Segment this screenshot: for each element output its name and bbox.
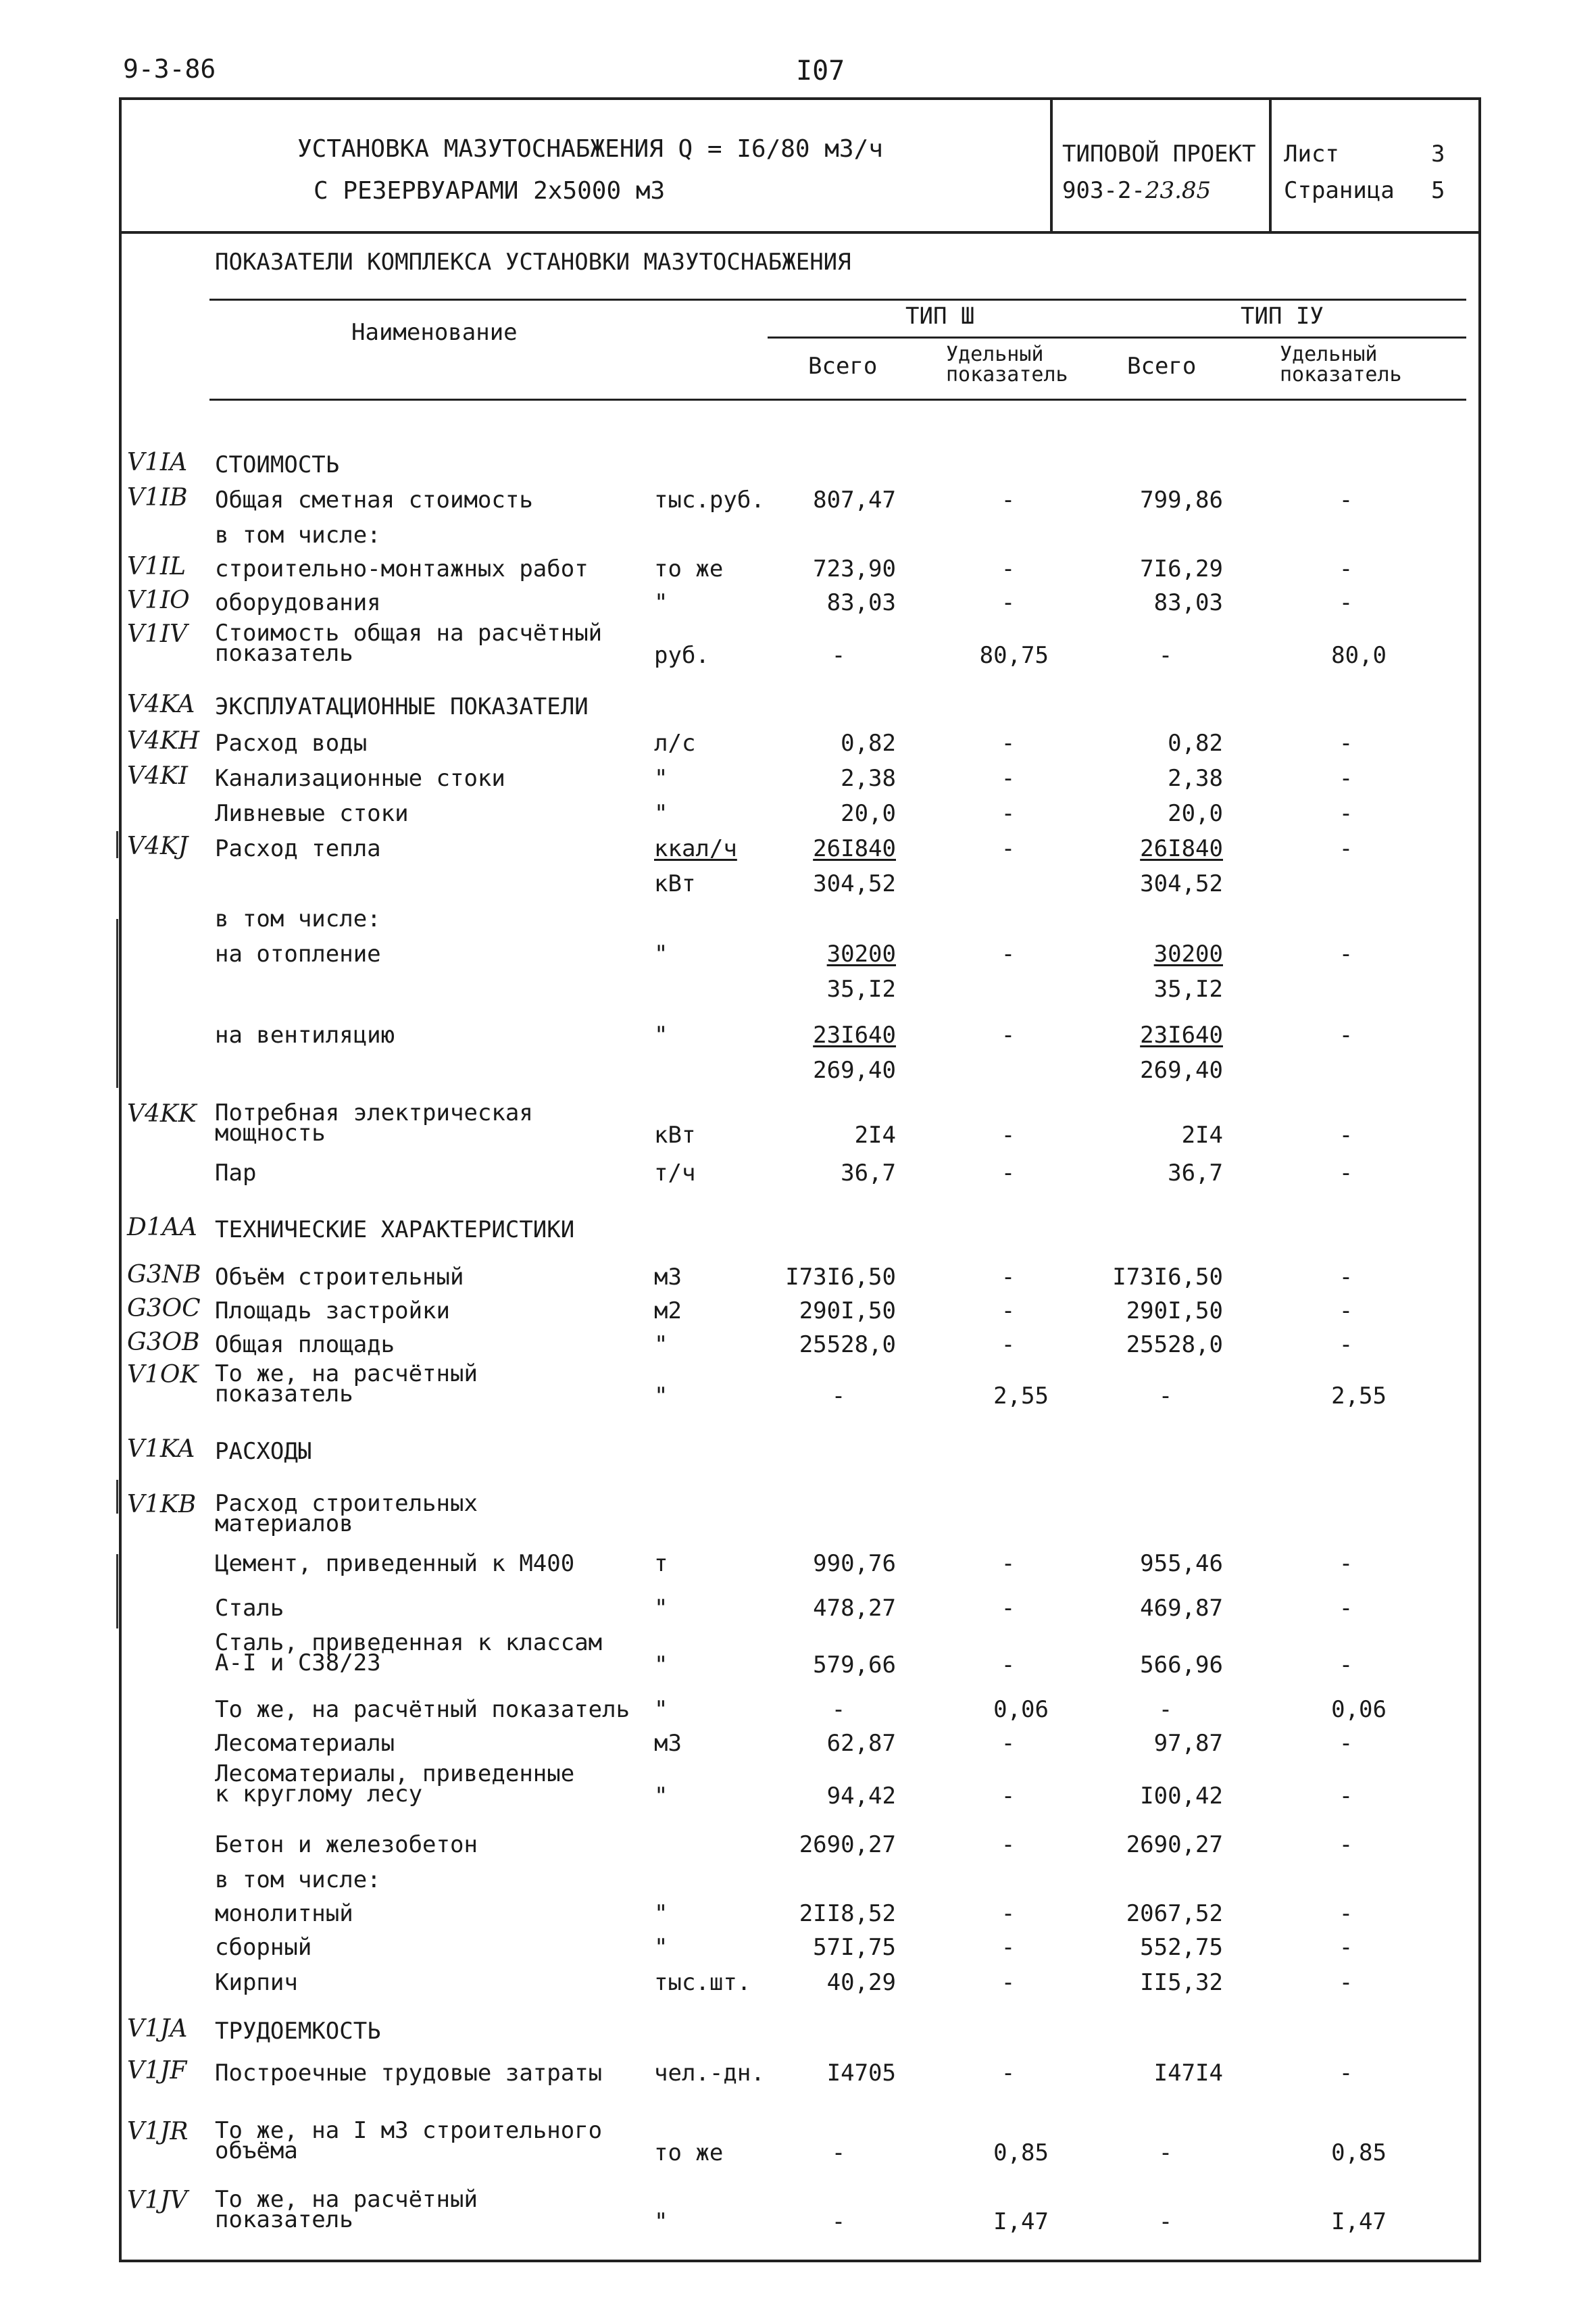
row-unit: " bbox=[654, 1900, 668, 1927]
row-value-t3: 26I840 bbox=[813, 835, 896, 862]
row-name-line: То же, на расчётный показатель bbox=[215, 1696, 630, 1723]
row-name-line: показатель bbox=[215, 1380, 353, 1408]
row-value-t4: - bbox=[1158, 2208, 1173, 2235]
row-value-t4: II5,32 bbox=[1140, 1969, 1223, 1996]
row-code: G3OC bbox=[127, 1295, 201, 1322]
row-value-t4: 799,86 bbox=[1140, 487, 1223, 514]
row-name bbox=[215, 693, 589, 720]
row-value-s4: - bbox=[1339, 1651, 1353, 1678]
row-value-s4: - bbox=[1339, 1022, 1353, 1049]
row-name bbox=[215, 1696, 630, 1723]
row-value-s3: - bbox=[1001, 1595, 1016, 1622]
row-value-t4: 0,82 bbox=[1168, 730, 1223, 757]
row-value-s4: - bbox=[1339, 1264, 1353, 1291]
row-value-t4: 955,46 bbox=[1140, 1550, 1223, 1577]
row-name-line: Объём строительный bbox=[215, 1264, 464, 1291]
row-name bbox=[215, 1297, 450, 1324]
row-value-t4: 2,38 bbox=[1168, 765, 1223, 792]
row-name-line: мощность bbox=[215, 1120, 326, 1147]
row-name bbox=[215, 1934, 311, 1961]
row-value-s3: - bbox=[1001, 1831, 1016, 1858]
row-value-t4: 36,7 bbox=[1168, 1160, 1223, 1187]
row-value-s4: - bbox=[1339, 1730, 1353, 1757]
row-name-line: РАСХОДЫ bbox=[215, 1438, 312, 1465]
type-header-rule bbox=[768, 337, 1466, 339]
row-value-t3: 723,90 bbox=[813, 555, 896, 582]
row-value-s4: - bbox=[1339, 1934, 1353, 1961]
row-value-t3: 478,27 bbox=[813, 1595, 896, 1622]
row-value-t3: 36,7 bbox=[841, 1160, 896, 1187]
row-value-t4: 23I640 bbox=[1140, 1022, 1223, 1049]
row-value-t3: I4705 bbox=[826, 2060, 896, 2087]
row-code: V1IO bbox=[127, 587, 190, 614]
row-value-t3: 269,40 bbox=[813, 1057, 896, 1084]
row-code: V4KA bbox=[127, 691, 195, 718]
margin-mark bbox=[116, 1554, 118, 1628]
row-value-s3: - bbox=[1001, 1934, 1016, 1961]
row-name-line: монолитный bbox=[215, 1900, 353, 1927]
row-unit: кВт bbox=[654, 870, 696, 897]
row-value-s3: - bbox=[1001, 1730, 1016, 1757]
row-code: V1IL bbox=[127, 553, 186, 580]
row-name-line: То же, на I м3 строительного bbox=[215, 2117, 603, 2144]
row-name bbox=[215, 1360, 478, 1408]
row-name-line: на отопление bbox=[215, 941, 381, 968]
row-value-t4: 97,87 bbox=[1153, 1730, 1223, 1757]
row-value-t3: 57I,75 bbox=[813, 1934, 896, 1961]
row-unit: " bbox=[654, 1934, 668, 1961]
row-value-t3: 990,76 bbox=[813, 1550, 896, 1577]
row-name-line: Лесоматериалы, приведенные bbox=[215, 1760, 575, 1787]
row-name bbox=[215, 2186, 478, 2233]
margin-mark bbox=[116, 831, 118, 858]
row-value-s4: - bbox=[1339, 1550, 1353, 1577]
row-value-s4: - bbox=[1339, 1160, 1353, 1187]
title-block-divider-2 bbox=[1269, 97, 1272, 232]
row-value-t4: 304,52 bbox=[1140, 870, 1223, 897]
row-name-line: Цемент, приведенный к М400 bbox=[215, 1550, 575, 1577]
row-code: V1IA bbox=[127, 449, 188, 476]
row-value-s3: - bbox=[1001, 1550, 1016, 1577]
row-value-s3: - bbox=[1001, 835, 1016, 862]
row-value-s3: - bbox=[1001, 730, 1016, 757]
row-value-t4: 20,0 bbox=[1168, 800, 1223, 827]
row-value-t4: 83,03 bbox=[1153, 589, 1223, 616]
row-value-t3: - bbox=[831, 1383, 846, 1410]
row-name bbox=[215, 1550, 574, 1577]
row-value-t4: 25528,0 bbox=[1126, 1331, 1223, 1358]
column-header-total-type3: Всего bbox=[808, 353, 878, 380]
row-unit: л/с bbox=[654, 730, 696, 757]
row-value-t3: 2II8,52 bbox=[799, 1900, 896, 1927]
row-unit: кВт bbox=[654, 1122, 696, 1149]
row-name-line: ТЕХНИЧЕСКИЕ ХАРАКТЕРИСТИКИ bbox=[215, 1216, 575, 1243]
row-name-line: Пар bbox=[215, 1160, 257, 1187]
row-name bbox=[215, 800, 409, 827]
row-name-line: показатель bbox=[215, 640, 353, 667]
row-value-t4: - bbox=[1158, 642, 1173, 669]
row-unit: ккал/ч bbox=[654, 835, 737, 862]
row-value-s3: 0,85 bbox=[993, 2139, 1049, 2166]
row-value-s3: - bbox=[1001, 1297, 1016, 1324]
row-unit: тыс.руб. bbox=[654, 487, 765, 514]
row-unit: то же bbox=[654, 2139, 724, 2166]
row-name-line: Общая сметная стоимость bbox=[215, 487, 533, 514]
row-name bbox=[215, 765, 505, 792]
row-name bbox=[215, 589, 381, 616]
row-value-s3: - bbox=[1001, 487, 1016, 514]
row-name-line: Расход воды bbox=[215, 730, 368, 757]
row-name-line: То же, на расчётный bbox=[215, 2186, 478, 2213]
row-value-s4: - bbox=[1339, 2060, 1353, 2087]
project-code: 903-2-23.85 bbox=[1062, 177, 1212, 204]
row-unit: т/ч bbox=[654, 1160, 696, 1187]
row-code: V1JA bbox=[127, 2015, 188, 2043]
row-value-t3: - bbox=[831, 2139, 846, 2166]
row-name bbox=[215, 1490, 478, 1537]
row-name bbox=[215, 1160, 256, 1187]
row-name bbox=[215, 1099, 533, 1147]
row-value-s3: 0,06 bbox=[993, 1696, 1049, 1723]
row-value-s3: - bbox=[1001, 765, 1016, 792]
row-value-t3: 35,I2 bbox=[826, 976, 896, 1003]
row-value-s4: - bbox=[1339, 765, 1353, 792]
row-value-s4: 80,0 bbox=[1331, 642, 1387, 669]
project-label: ТИПОВОЙ ПРОЕКТ bbox=[1062, 141, 1256, 168]
document-title-line2: С РЕЗЕРВУАРАМИ 2х5000 м3 bbox=[314, 177, 666, 205]
column-header-total-type4: Всего bbox=[1127, 353, 1197, 380]
row-name-line: объёма bbox=[215, 2137, 298, 2164]
row-name bbox=[215, 1264, 464, 1291]
document-code: 9-3-86 bbox=[123, 54, 216, 84]
row-name bbox=[215, 522, 381, 549]
row-value-s3: - bbox=[1001, 800, 1016, 827]
margin-mark bbox=[116, 1480, 118, 1514]
margin-mark bbox=[116, 919, 118, 1088]
row-name bbox=[215, 1216, 574, 1243]
row-name bbox=[215, 1629, 603, 1676]
row-value-t4: I00,42 bbox=[1140, 1783, 1223, 1810]
row-name bbox=[215, 1866, 381, 1893]
document-title-line1: УСТАНОВКА МАЗУТОСНАБЖЕНИЯ Q = I6/80 м3/ч bbox=[297, 135, 883, 163]
page-number: I07 bbox=[796, 55, 845, 86]
row-name bbox=[215, 555, 589, 582]
row-name-line: строительно-монтажных работ bbox=[215, 555, 589, 582]
row-value-s4: 0,85 bbox=[1331, 2139, 1387, 2166]
row-value-t3: 2,38 bbox=[841, 765, 896, 792]
row-value-s4: - bbox=[1339, 487, 1353, 514]
row-value-t4: - bbox=[1158, 2139, 1173, 2166]
row-name bbox=[215, 835, 381, 862]
row-unit: м2 bbox=[654, 1297, 682, 1324]
row-unit: руб. bbox=[654, 642, 709, 669]
row-unit: " bbox=[654, 941, 668, 968]
row-value-t4: 35,I2 bbox=[1153, 976, 1223, 1003]
row-value-s4: - bbox=[1339, 1831, 1353, 1858]
row-name bbox=[215, 620, 603, 667]
row-unit: м3 bbox=[654, 1264, 682, 1291]
row-name-line: к круглому лесу bbox=[215, 1781, 423, 1808]
row-value-s3: I,47 bbox=[993, 2208, 1049, 2235]
row-name-line: на вентиляцию bbox=[215, 1022, 395, 1049]
row-value-s4: 2,55 bbox=[1331, 1383, 1387, 1410]
header-divider bbox=[119, 231, 1481, 234]
row-value-t3: 304,52 bbox=[813, 870, 896, 897]
row-value-t3: 807,47 bbox=[813, 487, 896, 514]
row-value-s3: - bbox=[1001, 1022, 1016, 1049]
table-top-rule bbox=[209, 299, 1466, 301]
page-value: 5 bbox=[1431, 177, 1445, 204]
row-name-line: ТРУДОЕМКОСТЬ bbox=[215, 2018, 381, 2045]
row-name-line: Сталь, приведенная к классам bbox=[215, 1629, 603, 1656]
column-header-type4: ТИП IУ bbox=[1241, 303, 1324, 330]
row-value-t4: 269,40 bbox=[1140, 1057, 1223, 1084]
row-unit: " bbox=[654, 2208, 668, 2235]
row-value-s4: - bbox=[1339, 589, 1353, 616]
row-value-t3: 579,66 bbox=[813, 1651, 896, 1678]
row-value-s4: - bbox=[1339, 555, 1353, 582]
page-label: Страница bbox=[1284, 177, 1395, 204]
row-name bbox=[215, 1831, 478, 1858]
row-value-s3: - bbox=[1001, 1900, 1016, 1927]
row-name-line: Бетон и железобетон bbox=[215, 1831, 478, 1858]
row-value-t3: - bbox=[831, 642, 846, 669]
row-value-t3: - bbox=[831, 2208, 846, 2235]
row-value-t3: I73I6,50 bbox=[785, 1264, 896, 1291]
row-code: G3NB bbox=[127, 1261, 201, 1289]
row-value-s4: 0,06 bbox=[1331, 1696, 1387, 1723]
section-title: ПОКАЗАТЕЛИ КОМПЛЕКСА УСТАНОВКИ МАЗУТОСНАБЖЕНИЯ bbox=[215, 249, 851, 276]
row-code: V4KJ bbox=[127, 832, 189, 860]
row-name-line: в том числе: bbox=[215, 522, 381, 549]
row-name-line: То же, на расчётный bbox=[215, 1360, 478, 1387]
row-value-s4: - bbox=[1339, 1969, 1353, 1996]
row-name-line: материалов bbox=[215, 1510, 353, 1537]
row-value-t3: 290I,50 bbox=[799, 1297, 896, 1324]
row-name bbox=[215, 1760, 575, 1808]
row-name bbox=[215, 2060, 602, 2087]
row-value-t3: 62,87 bbox=[826, 1730, 896, 1757]
row-value-t4: 290I,50 bbox=[1126, 1297, 1223, 1324]
row-value-t3: 20,0 bbox=[841, 800, 896, 827]
row-unit: " bbox=[654, 1696, 668, 1723]
row-value-s3: - bbox=[1001, 1783, 1016, 1810]
row-unit: тыс.шт. bbox=[654, 1969, 751, 1996]
column-header-specific-type3: Удельный показатель bbox=[946, 343, 1068, 387]
row-name bbox=[215, 1969, 298, 1996]
row-value-t4: I73I6,50 bbox=[1112, 1264, 1223, 1291]
row-name bbox=[215, 905, 381, 932]
column-header-specific-type4: Удельный показатель bbox=[1280, 343, 1402, 387]
row-value-s3: 80,75 bbox=[979, 642, 1049, 669]
row-name-line: Расход тепла bbox=[215, 835, 381, 862]
row-value-s4: - bbox=[1339, 1297, 1353, 1324]
row-value-t3: 40,29 bbox=[826, 1969, 896, 1996]
row-value-t4: - bbox=[1158, 1696, 1173, 1723]
row-value-t3: 23I640 bbox=[813, 1022, 896, 1049]
row-value-t3: 30200 bbox=[826, 941, 896, 968]
row-value-s3: - bbox=[1001, 589, 1016, 616]
row-value-t3: 2690,27 bbox=[799, 1831, 896, 1858]
row-value-s4: - bbox=[1339, 835, 1353, 862]
sheet-value: 3 bbox=[1431, 141, 1445, 168]
row-unit: м3 bbox=[654, 1730, 682, 1757]
row-code: V1IV bbox=[127, 620, 188, 648]
row-name bbox=[215, 1595, 284, 1622]
column-header-type3: ТИП Ш bbox=[905, 303, 975, 330]
row-value-s4: - bbox=[1339, 1783, 1353, 1810]
row-code: V1JF bbox=[127, 2057, 187, 2085]
row-name-line: Площадь застройки bbox=[215, 1297, 450, 1324]
row-value-s4: - bbox=[1339, 1331, 1353, 1358]
row-value-t3: 0,82 bbox=[841, 730, 896, 757]
row-value-t3: - bbox=[831, 1696, 846, 1723]
row-value-s4: I,47 bbox=[1331, 2208, 1387, 2235]
row-name-line: Канализационные стоки bbox=[215, 765, 505, 792]
row-code: V4KI bbox=[127, 762, 189, 790]
row-value-s3: - bbox=[1001, 1122, 1016, 1149]
row-value-s3: - bbox=[1001, 1331, 1016, 1358]
row-name-line: Построечные трудовые затраты bbox=[215, 2060, 603, 2087]
row-unit: " bbox=[654, 1595, 668, 1622]
row-value-s4: - bbox=[1339, 1900, 1353, 1927]
row-name-line: Лесоматериалы bbox=[215, 1730, 395, 1757]
row-code: V4KK bbox=[127, 1100, 197, 1128]
row-name bbox=[215, 941, 381, 968]
row-unit: " bbox=[654, 1022, 668, 1049]
row-unit: то же bbox=[654, 555, 724, 582]
row-code: V1JV bbox=[127, 2187, 188, 2214]
row-name-line: Ливневые стоки bbox=[215, 800, 409, 827]
row-name-line: Кирпич bbox=[215, 1969, 298, 1996]
row-value-s4: - bbox=[1339, 941, 1353, 968]
row-value-t3: 2I4 bbox=[854, 1122, 896, 1149]
row-value-s4: - bbox=[1339, 1122, 1353, 1149]
sheet-label: Лист bbox=[1284, 141, 1339, 168]
row-name bbox=[215, 1022, 395, 1049]
row-value-s3: - bbox=[1001, 2060, 1016, 2087]
row-name bbox=[215, 451, 339, 478]
row-value-s3: - bbox=[1001, 1969, 1016, 1996]
row-value-s3: 2,55 bbox=[993, 1383, 1049, 1410]
row-name-line: оборудования bbox=[215, 589, 381, 616]
row-value-s3: - bbox=[1001, 555, 1016, 582]
row-code: D1AA bbox=[127, 1214, 197, 1241]
row-value-t4: 566,96 bbox=[1140, 1651, 1223, 1678]
row-code: V1OK bbox=[127, 1361, 199, 1389]
row-unit: " bbox=[654, 765, 668, 792]
row-name-line: сборный bbox=[215, 1934, 312, 1961]
row-name-line: СТОИМОСТЬ bbox=[215, 451, 340, 478]
row-name-line: Сталь bbox=[215, 1595, 284, 1622]
row-name-line: Расход строительных bbox=[215, 1490, 478, 1517]
row-value-t4: 7I6,29 bbox=[1140, 555, 1223, 582]
title-block-divider-1 bbox=[1050, 97, 1053, 232]
row-value-t4: 30200 bbox=[1153, 941, 1223, 968]
row-value-t4: 26I840 bbox=[1140, 835, 1223, 862]
row-name bbox=[215, 487, 533, 514]
row-value-t4: 469,87 bbox=[1140, 1595, 1223, 1622]
row-value-t4: 2067,52 bbox=[1126, 1900, 1223, 1927]
row-unit: " bbox=[654, 1383, 668, 1410]
row-name-line: Общая площадь bbox=[215, 1331, 395, 1358]
row-name-line: ЭКСПЛУАТАЦИОННЫЕ ПОКАЗАТЕЛИ bbox=[215, 693, 589, 720]
row-name-line: А-I и С38/23 bbox=[215, 1649, 381, 1676]
row-unit: " bbox=[654, 589, 668, 616]
column-header-bottom-rule bbox=[209, 399, 1466, 401]
row-name bbox=[215, 1900, 353, 1927]
row-name-line: Стоимость общая на расчётный bbox=[215, 620, 603, 647]
row-value-s3: - bbox=[1001, 1160, 1016, 1187]
row-name bbox=[215, 730, 367, 757]
row-unit: " bbox=[654, 1331, 668, 1358]
row-name-line: показатель bbox=[215, 2206, 353, 2233]
row-unit: " bbox=[654, 1651, 668, 1678]
row-unit: " bbox=[654, 800, 668, 827]
row-code: V1IB bbox=[127, 484, 188, 512]
row-name-line: в том числе: bbox=[215, 905, 381, 932]
row-value-s4: - bbox=[1339, 800, 1353, 827]
row-value-t4: 2690,27 bbox=[1126, 1831, 1223, 1858]
row-name-line: в том числе: bbox=[215, 1866, 381, 1893]
row-value-t3: 25528,0 bbox=[799, 1331, 896, 1358]
row-code: V1JR bbox=[127, 2118, 189, 2145]
row-name bbox=[215, 1331, 395, 1358]
row-code: G3OB bbox=[127, 1328, 200, 1356]
row-unit: т bbox=[654, 1550, 668, 1577]
row-name bbox=[215, 2117, 603, 2164]
row-name-line: Потребная электрическая bbox=[215, 1099, 533, 1126]
row-value-s3: - bbox=[1001, 1264, 1016, 1291]
row-name bbox=[215, 1730, 395, 1757]
row-value-t3: 83,03 bbox=[826, 589, 896, 616]
row-value-t4: 2I4 bbox=[1181, 1122, 1223, 1149]
row-value-s4: - bbox=[1339, 1595, 1353, 1622]
row-unit: чел.-дн. bbox=[654, 2060, 765, 2087]
row-value-s3: - bbox=[1001, 941, 1016, 968]
row-code: V4KH bbox=[127, 727, 200, 755]
column-header-name: Наименование bbox=[351, 319, 518, 346]
row-unit: " bbox=[654, 1783, 668, 1810]
row-value-t3: 94,42 bbox=[826, 1783, 896, 1810]
row-value-s3: - bbox=[1001, 1651, 1016, 1678]
row-value-t4: - bbox=[1158, 1383, 1173, 1410]
row-name bbox=[215, 2018, 381, 2045]
row-value-s4: - bbox=[1339, 730, 1353, 757]
row-value-t4: 552,75 bbox=[1140, 1934, 1223, 1961]
row-value-t4: I47I4 bbox=[1153, 2060, 1223, 2087]
row-code: V1KA bbox=[127, 1435, 195, 1463]
row-code: V1KB bbox=[127, 1491, 197, 1518]
row-name bbox=[215, 1438, 311, 1465]
